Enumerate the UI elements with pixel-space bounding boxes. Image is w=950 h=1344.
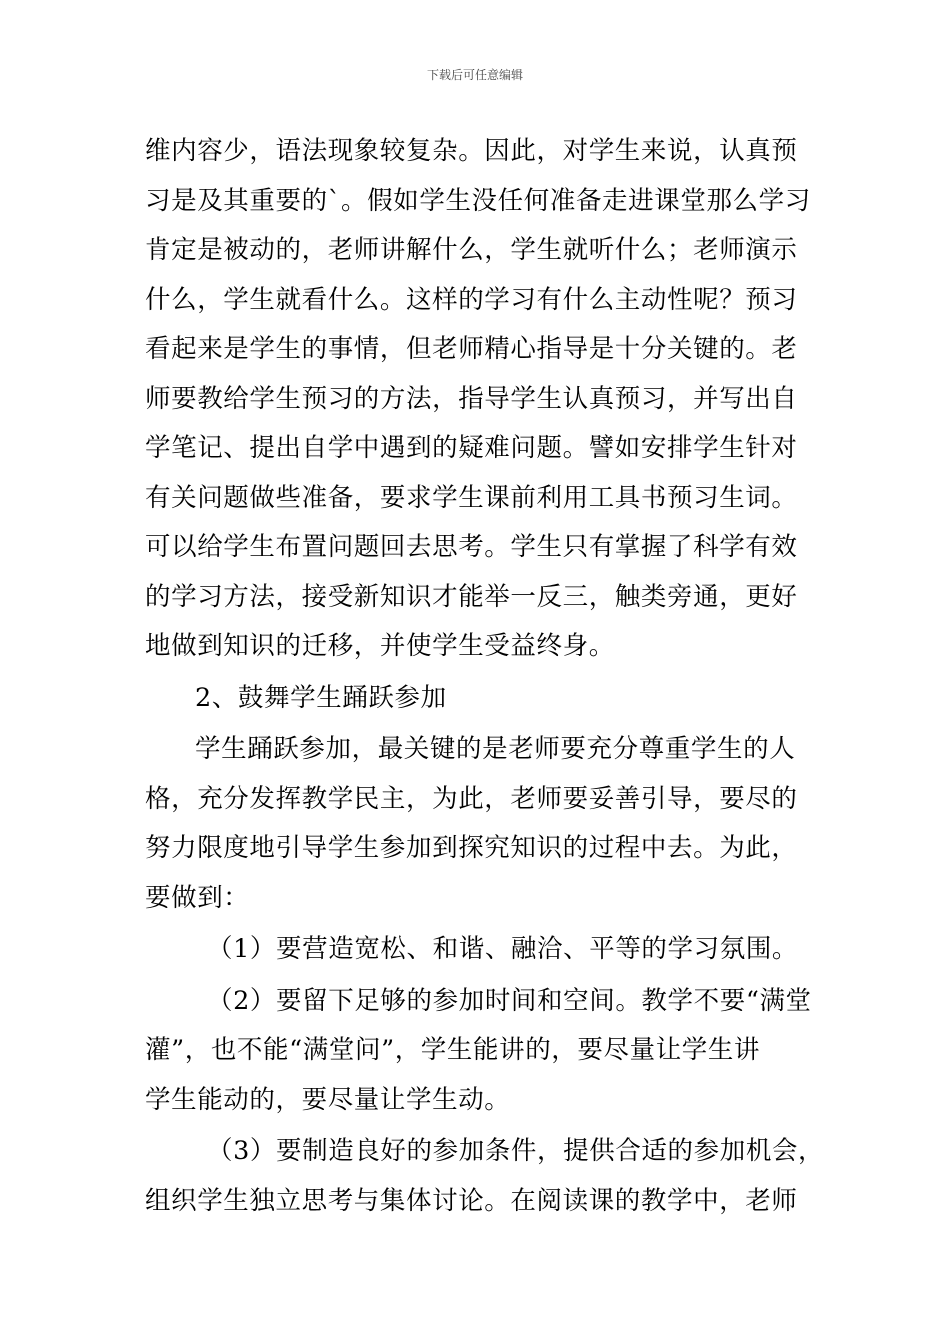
text-line: 地做到知识的迁移，并使学生受益终身。 <box>145 631 615 661</box>
text-line: 要做到： <box>145 882 250 913</box>
paragraph <box>145 127 810 672</box>
text-line: 师要教给学生预习的方法，指导学生认真预习，并写出自 <box>145 383 798 414</box>
document-body <box>145 127 825 1226</box>
paragraph <box>145 725 810 923</box>
section-heading <box>145 674 810 724</box>
text-line: 习是及其重要的`。假如学生没任何准备走进课堂那么学习 <box>145 185 811 216</box>
list-item <box>145 1127 825 1226</box>
text-line: 维内容少，语法现象较复杂。因此，对学生来说，认真预 <box>145 136 798 166</box>
text-line: 灌”，也不能“满堂问”，学生能讲的，要尽量让学生讲 <box>145 1035 761 1065</box>
text-line: 可以给学生布置问题回去思考。学生只有掌握了科学有效 <box>145 532 798 562</box>
text-line: （2）要留下足够的参加时间和空间。教学不要“满堂 <box>207 985 812 1016</box>
text-line: （3）要制造良好的参加条件，提供合适的参加机会， <box>207 1136 825 1166</box>
text-line: 努力限度地引导学生参加到探究知识的过程中去。为此， <box>145 833 798 863</box>
text-line: 肯定是被动的，老师讲解什么，学生就听什么；老师演示 <box>145 235 798 265</box>
page-header: 下载后可任意编辑 <box>426 68 523 82</box>
heading-text: 2、鼓舞学生踊跃参加 <box>195 682 447 713</box>
list-item <box>145 925 810 975</box>
text-line: 学生踊跃参加，最关键的是老师要充分尊重学生的人 <box>195 734 796 764</box>
text-line: 看起来是学生的事情，但老师精心指导是十分关键的。老 <box>145 334 798 364</box>
list-item <box>145 977 810 1126</box>
text-line: 的学习方法，接受新知识才能举一反三，触类旁通，更好 <box>145 581 798 612</box>
text-line: 有关问题做些准备，要求学生课前利用工具书预习生词。 <box>145 482 798 513</box>
text-line: （1）要营造宽松、和谐、融洽、平等的学习氛围。 <box>207 934 799 964</box>
text-line: 什么，学生就看什么。这样的学习有什么主动性呢？预习 <box>145 284 798 315</box>
text-line: 格，充分发挥教学民主，为此，老师要妥善引导，要尽的 <box>145 783 798 814</box>
text-line: 学生能动的，要尽量让学生动。 <box>145 1084 511 1115</box>
text-line: 学笔记、提出自学中遇到的疑难问题。譬如安排学生针对 <box>145 433 798 463</box>
text-line: 组织学生独立思考与集体讨论。在阅读课的教学中，老师 <box>145 1185 798 1216</box>
